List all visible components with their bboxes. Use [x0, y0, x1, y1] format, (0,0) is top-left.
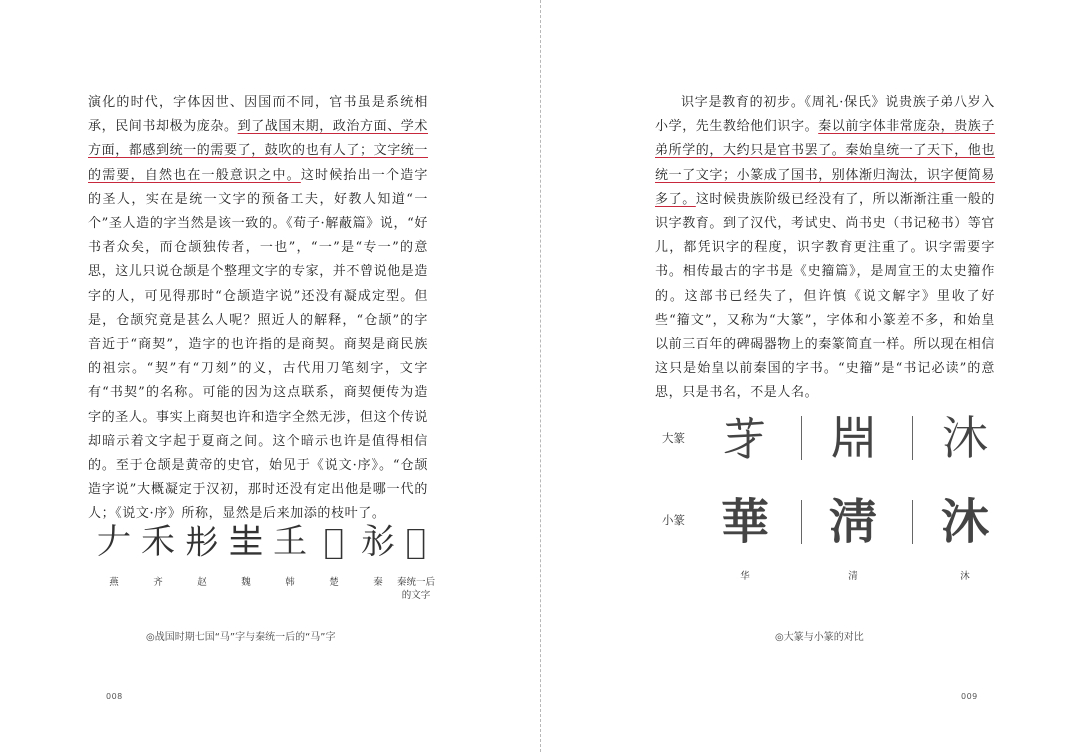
seal-glyph: 𢒌 [405, 522, 427, 562]
right-body-text [655, 91, 995, 406]
seal-glyph: 禾 [141, 522, 175, 562]
state-label: 齐 [153, 577, 163, 588]
text-segment: 这时候抬出一个造字的圣人，实在是统一文字的预备工夫，好教人知道“一个”圣人造的字当然是该一致的。《荀子·解蔽篇》说，“好书者众矣，而仓颉独传者，一也”，“一”是“专一”的意思，这儿只说仓颉是个整理文字的专家，并不曾说他是造字的人，可见得那时“仓颉造字说”还没有凝成定型。但是，仓颉究竟是甚么人呢？照近人的解释，“仓颉”的字音近于“商契”，造字的也许指的是商契。商契是商民族的祖宗。“契”有“刀刻”的义，古代用刀笔刻字，文字有“书契”的名称。可能的因为这点联系，商契便传为造字的圣人。事实上商契也许和造字全然无涉，但这个传说却暗示着文字起于夏商之间。这个暗示也许是值得相信的。至于仓颉是黄帝的史官，始见于《说文·序》。“仓颉造字说”大概凝定于汉初，那时还没有定出他是哪一代的人；《说文·序》所称，显然是后来加添的枝叶了。 [88, 167, 429, 522]
big-seal-glyph: 沐 [942, 411, 988, 465]
seal-glyph: 𢒈 [185, 522, 219, 562]
seal-glyph: 𡈼 [273, 522, 307, 562]
figure-caption: ◎战国时期七国“马”字与秦统一后的“马”字 [146, 632, 336, 643]
highlighted-text: 秦以前字体非常庞杂，贵族子弟所学的，大约只是官书罢了。秦始皇统一了天下，他也统一了文字；小篆成了国书，别体渐归淘汰，识字便简易多了。 [655, 119, 996, 207]
small-seal-glyph: 沐 [940, 494, 989, 550]
row-label-big-seal: 大篆 [662, 431, 685, 445]
right-paragraph [655, 91, 995, 406]
text-segment: 演化的时代，字体因世、因国而不同，官书虽是系统相承，民间书却极为庞杂。 [88, 95, 428, 135]
horse-char-col [92, 520, 136, 589]
state-label: 韩 [285, 577, 295, 588]
column-separator [801, 500, 802, 544]
right-page [541, 0, 1080, 752]
column-separator [912, 416, 913, 460]
seal-glyph: 𡉚 [229, 522, 263, 562]
text-segment: 识字是教育的初步。《周礼·保氏》说贵族子弟八岁入小学，先生教给他们识字。 [655, 95, 995, 135]
highlighted-text: 到了战国末期，政治方面、学术方面，都感到统一的需要了，鼓吹的也有人了；文字统一的需要，自然也在一般意识之中。 [88, 119, 429, 183]
big-seal-glyph: 𣶒 [830, 411, 876, 465]
state-label: 秦 [373, 577, 383, 588]
seal-glyph: 𢒊 [323, 522, 345, 562]
horse-char-col [388, 520, 444, 602]
horse-char-col [268, 520, 312, 589]
state-label: 秦统一后 的文字 [396, 577, 435, 601]
horse-char-col [136, 520, 180, 589]
char-label: 清 [848, 571, 858, 582]
left-paragraph [88, 91, 428, 527]
horse-char-col [312, 520, 356, 589]
char-label: 沐 [960, 571, 970, 582]
state-label: 楚 [329, 577, 339, 588]
small-seal-glyph: 華 [720, 494, 769, 550]
text-segment: 这时候贵族阶级已经没有了，所以渐渐注重一般的识字教育。到了汉代，考试史、尚书史（书记秘书）等官儿，都凭识字的程度，识字教育更注重了。识字需要字书。相传最古的字书是《史籀篇》，是周宣王的太史籀作的。这部书已经失了，但许慎《说文解字》里收了好些“籀文”，又称为“大篆”，字体和小篆差不多，和始皇以前三百年的碑碣器物上的秦篆简直一样。所以现在相信这只是始皇以前秦国的字书。“史籀”是“书记必读”的意思，只是书名，不是人名。 [655, 191, 996, 401]
column-separator [801, 416, 802, 460]
state-label: 魏 [241, 577, 251, 588]
horse-char-col [180, 520, 224, 589]
state-label: 赵 [197, 577, 207, 588]
row-label-small-seal: 小篆 [662, 513, 685, 527]
small-seal-glyph: 淸 [828, 494, 877, 550]
column-separator [912, 500, 913, 544]
char-label: 华 [740, 571, 750, 582]
figure-caption: ◎大篆与小篆的对比 [775, 632, 864, 643]
seal-glyph: 𠂇 [97, 522, 131, 562]
big-seal-glyph: 𦬁 [722, 411, 768, 465]
state-label: 燕 [109, 577, 119, 588]
seal-glyph: 𢒋 [361, 522, 395, 562]
page-number: 008 [106, 692, 123, 701]
page-number: 009 [961, 692, 978, 701]
horse-char-col [224, 520, 268, 589]
left-body-text [88, 91, 428, 527]
